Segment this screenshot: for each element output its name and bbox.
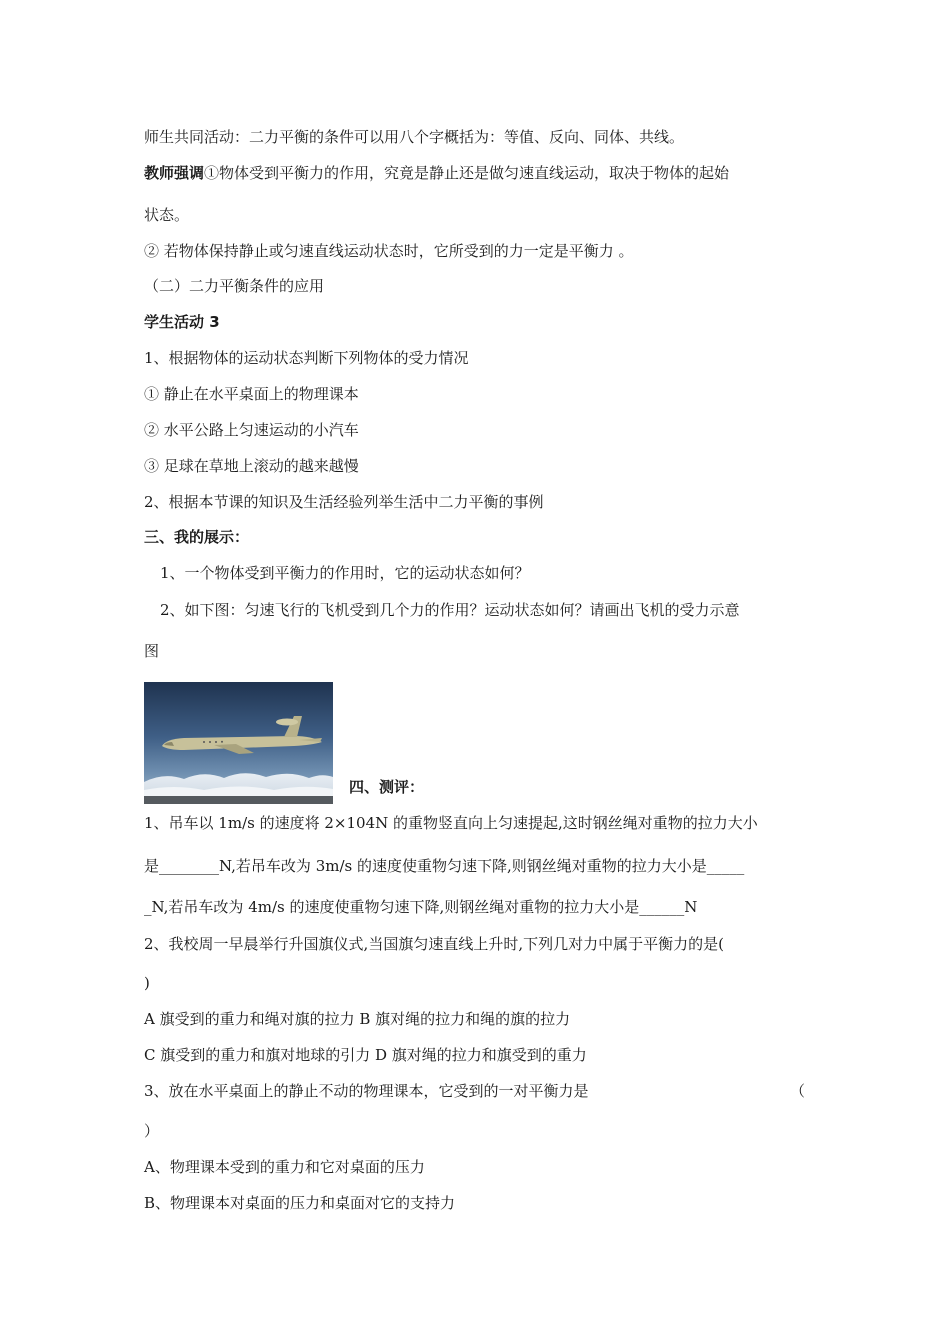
text-eval-q3-open-paren: （ xyxy=(790,1082,806,1100)
teacher-emphasis-text: ①物体受到平衡力的作用，究竟是静止还是做匀速直线运动，取决于物体的起始 xyxy=(204,164,730,182)
option-line-c-d: C 旗受到的重力和旗对地球的引力 D 旗对绳的拉力和旗受到的重力 xyxy=(144,1046,587,1064)
text-line-eval-q2-paren: ) xyxy=(144,974,150,992)
airplane-image xyxy=(144,682,333,804)
text-line-state: 状态。 xyxy=(144,206,190,224)
option-line-b: B、物理课本对桌面的压力和桌面对它的支持力 xyxy=(144,1194,456,1212)
text-line-eval-q2: 2、我校周一早晨举行升国旗仪式,当国旗匀速直线上升时,下列几对力中属于平衡力的是( xyxy=(144,935,724,953)
section-heading-display: 三、我的展示： xyxy=(144,528,250,546)
text-line-balanced-force: ② 若物体保持静止或匀速直线运动状态时，它所受到的力一定是平衡力 。 xyxy=(144,242,634,260)
text-line-display-q1: 1、一个物体受到平衡力的作用时，它的运动状态如何？ xyxy=(160,564,530,582)
teacher-emphasis-label: 教师强调 xyxy=(144,164,205,182)
text-line-eval-q1-cont2: _N,若吊车改为 4m/s 的速度使重物匀速下降,则钢丝绳对重物的拉力大小是______N xyxy=(144,898,698,916)
text-line-eval-q3-paren: ） xyxy=(144,1122,160,1140)
list-item-car: ② 水平公路上匀速运动的小汽车 xyxy=(144,421,359,439)
text-line-display-q2-cont: 图 xyxy=(144,642,160,660)
list-item-football: ③ 足球在草地上滚动的越来越慢 xyxy=(144,457,359,475)
text-line-question-2: 2、根据本节课的知识及生活经验列举生活中二力平衡的事例 xyxy=(144,493,544,511)
heading-student-activity-3: 学生活动 3 xyxy=(144,313,220,331)
text-line-activity-summary: 师生共同活动：二力平衡的条件可以用八个字概括为：等值、反向、同体、共线。 xyxy=(144,128,685,146)
option-line-a-b: A 旗受到的重力和绳对旗的拉力 B 旗对绳的拉力和绳的旗的拉力 xyxy=(144,1010,571,1028)
text-line-display-q2: 2、如下图：匀速飞行的飞机受到几个力的作用？运动状态如何？请画出飞机的受力示意 xyxy=(160,601,740,619)
list-item-textbook: ① 静止在水平桌面上的物理课本 xyxy=(144,385,359,403)
text-line-eval-q3: 3、放在水平桌面上的静止不动的物理课本，它受到的一对平衡力是 xyxy=(144,1082,589,1100)
text-line-eval-q1-cont1: 是________N,若吊车改为 3m/s 的速度使重物匀速下降,则钢丝绳对重物的拉力大小是_____ xyxy=(144,857,745,875)
section-heading-evaluation: 四、测评： xyxy=(349,778,425,796)
text-line-question-1: 1、根据物体的运动状态判断下列物体的受力情况 xyxy=(144,349,469,367)
text-line-teacher-emphasis xyxy=(144,163,729,183)
section-heading-application: （二）二力平衡条件的应用 xyxy=(144,277,325,295)
airplane-photo xyxy=(144,682,333,804)
text-line-eval-q1: 1、吊车以 1m/s 的速度将 2×104N 的重物竖直向上匀速提起,这时钢丝绳对重物的拉力大小 xyxy=(144,814,758,832)
option-line-a: A、物理课本受到的重力和它对桌面的压力 xyxy=(144,1158,425,1176)
